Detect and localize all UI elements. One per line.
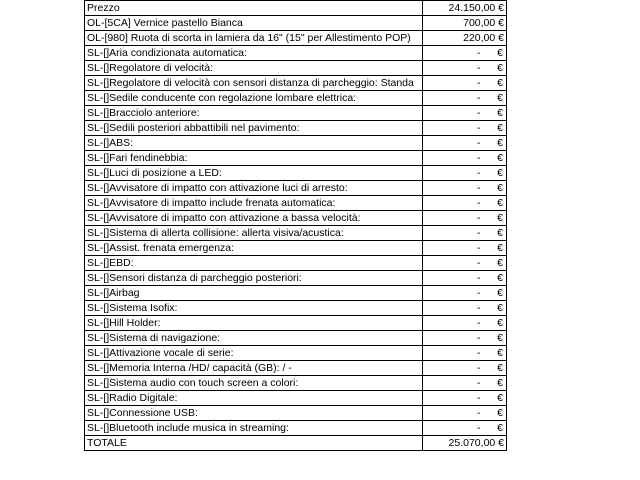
euro-sign: € [497,272,503,284]
row-label: SL-[]Aria condizionata automatica: [85,46,423,61]
amount-cell [425,407,504,419]
euro-sign: € [497,167,503,179]
amount-dash: - [477,227,481,239]
amount-cell [425,197,504,209]
amount-cell [425,152,504,164]
euro-sign: € [497,227,503,239]
amount-dash: - [477,422,481,434]
amount-dash: - [477,197,481,209]
row-amount [423,76,507,91]
amount-cell [425,137,504,149]
euro-sign: € [497,107,503,119]
euro-sign: € [497,77,503,89]
table-row [85,196,507,211]
row-amount [423,421,507,436]
euro-sign: € [497,62,503,74]
amount-dash: - [477,137,481,149]
table-row [85,256,507,271]
euro-sign: € [497,212,503,224]
euro-sign: € [497,47,503,59]
amount-dash: - [477,377,481,389]
table-row [85,376,507,391]
row-amount [423,376,507,391]
amount-dash: - [477,212,481,224]
row-label: SL-[]ABS: [85,136,423,151]
row-label: OL-[5CA] Vernice pastello Bianca [85,16,423,31]
table-row [85,391,507,406]
row-label: SL-[]Fari fendinebbia: [85,151,423,166]
amount-cell [425,362,504,374]
row-label: SL-[]Luci di posizione a LED: [85,166,423,181]
amount-cell [425,317,504,329]
amount-cell [425,272,504,284]
row-label: SL-[]Sistema di allerta collisione: allerta visiva/acustica: [85,226,423,241]
amount-dash: - [477,317,481,329]
euro-sign: € [497,182,503,194]
row-label: SL-[]Avvisatore di impatto con attivazione luci di arresto: [85,181,423,196]
row-amount [423,196,507,211]
amount-cell [425,332,504,344]
amount-cell [425,302,504,314]
row-amount [423,106,507,121]
row-amount: 700,00 € [423,16,507,31]
table-row [85,226,507,241]
row-amount [423,136,507,151]
row-label: SL-[]Connessione USB: [85,406,423,421]
amount-dash: - [477,152,481,164]
euro-sign: € [497,317,503,329]
table-row [85,106,507,121]
euro-sign: € [497,407,503,419]
table-row [85,406,507,421]
table-row [85,91,507,106]
euro-sign: € [497,197,503,209]
row-label: SL-[]Hill Holder: [85,316,423,331]
euro-sign: € [497,122,503,134]
row-amount [423,301,507,316]
amount-dash: - [477,302,481,314]
row-label: SL-[]Sedile conducente con regolazione lombare elettrica: [85,91,423,106]
row-amount [423,286,507,301]
euro-sign: € [497,362,503,374]
row-amount [423,91,507,106]
amount-dash: - [477,272,481,284]
amount-cell [425,257,504,269]
table-row [85,301,507,316]
euro-sign: € [497,347,503,359]
row-label: SL-[]Sensori distanza di parcheggio posteriori: [85,271,423,286]
euro-sign: € [497,332,503,344]
amount-cell [425,92,504,104]
amount-dash: - [477,347,481,359]
amount-dash: - [477,392,481,404]
row-amount [423,316,507,331]
row-label: SL-[]Memoria Interna /HD/ capacità (GB): / - [85,361,423,376]
standard-equipment-rows [85,46,507,436]
table-row [85,286,507,301]
amount-dash: - [477,362,481,374]
euro-sign: € [497,422,503,434]
row-amount [423,346,507,361]
amount-dash: - [477,257,481,269]
table-row [85,151,507,166]
table-row [85,331,507,346]
amount-cell [425,422,504,434]
table-row [85,211,507,226]
euro-sign: € [497,302,503,314]
row-label: SL-[]Avvisatore di impatto include frenata automatica: [85,196,423,211]
amount-dash: - [477,47,481,59]
row-label: SL-[]EBD: [85,256,423,271]
amount-cell [425,47,504,59]
table-row [85,136,507,151]
row-amount [423,241,507,256]
row-label: SL-[]Radio Digitale: [85,391,423,406]
table-row [85,31,507,46]
row-label: SL-[]Sistema audio con touch screen a colori: [85,376,423,391]
row-amount [423,256,507,271]
table-row [85,61,507,76]
row-amount: 220,00 € [423,31,507,46]
row-label: SL-[]Bracciolo anteriore: [85,106,423,121]
amount-dash: - [477,77,481,89]
amount-dash: - [477,107,481,119]
table-row [85,181,507,196]
row-label: SL-[]Airbag [85,286,423,301]
row-amount [423,166,507,181]
row-label: Prezzo [85,1,423,16]
row-amount [423,391,507,406]
amount-dash: - [477,167,481,179]
row-label: SL-[]Avvisatore di impatto con attivazione a bassa velocità: [85,211,423,226]
amount-dash: - [477,182,481,194]
table-row [85,271,507,286]
amount-cell [425,377,504,389]
amount-dash: - [477,92,481,104]
table-row [85,46,507,61]
row-label: SL-[]Attivazione vocale di serie: [85,346,423,361]
amount-dash: - [477,242,481,254]
row-label: SL-[]Regolatore di velocità con sensori distanza di parcheggio: Standa [85,76,423,91]
amount-cell [425,62,504,74]
table-row [85,76,507,91]
euro-sign: € [497,92,503,104]
euro-sign: € [497,377,503,389]
row-label: SL-[]Sistema Isofix: [85,301,423,316]
row-amount [423,181,507,196]
amount-dash: - [477,332,481,344]
row-label: SL-[]Sedili posteriori abbattibili nel pavimento: [85,121,423,136]
euro-sign: € [497,137,503,149]
amount-dash: - [477,62,481,74]
amount-cell [425,227,504,239]
table-row [85,241,507,256]
amount-cell [425,182,504,194]
amount-cell [425,77,504,89]
total-row [85,436,507,451]
total-amount: 25.070,00 € [423,436,507,451]
row-amount [423,361,507,376]
row-label: SL-[]Assist. frenata emergenza: [85,241,423,256]
euro-sign: € [497,392,503,404]
price-table [84,0,507,451]
amount-cell [425,212,504,224]
row-label: SL-[]Bluetooth include musica in streaming: [85,421,423,436]
amount-cell [425,242,504,254]
row-amount [423,331,507,346]
row-amount [423,121,507,136]
amount-dash: - [477,287,481,299]
amount-cell [425,167,504,179]
row-amount: 24.150,00 € [423,1,507,16]
euro-sign: € [497,152,503,164]
amount-dash: - [477,122,481,134]
table-row [85,121,507,136]
table-row [85,346,507,361]
table-row [85,361,507,376]
row-amount [423,406,507,421]
table-row [85,166,507,181]
amount-cell [425,287,504,299]
total-label: TOTALE [85,436,423,451]
row-label: SL-[]Sistema di navigazione: [85,331,423,346]
row-amount [423,151,507,166]
row-amount [423,211,507,226]
row-label: OL-[980] Ruota di scorta in lamiera da 16" (15" per Allestimento POP) [85,31,423,46]
amount-cell [425,107,504,119]
table-row [85,16,507,31]
amount-cell [425,347,504,359]
row-amount [423,46,507,61]
amount-dash: - [477,407,481,419]
table-row [85,316,507,331]
amount-cell [425,122,504,134]
table-row [85,421,507,436]
table-row [85,1,507,16]
row-amount [423,226,507,241]
row-amount [423,271,507,286]
euro-sign: € [497,287,503,299]
euro-sign: € [497,242,503,254]
euro-sign: € [497,257,503,269]
row-amount [423,61,507,76]
amount-cell [425,392,504,404]
row-label: SL-[]Regolatore di velocità: [85,61,423,76]
